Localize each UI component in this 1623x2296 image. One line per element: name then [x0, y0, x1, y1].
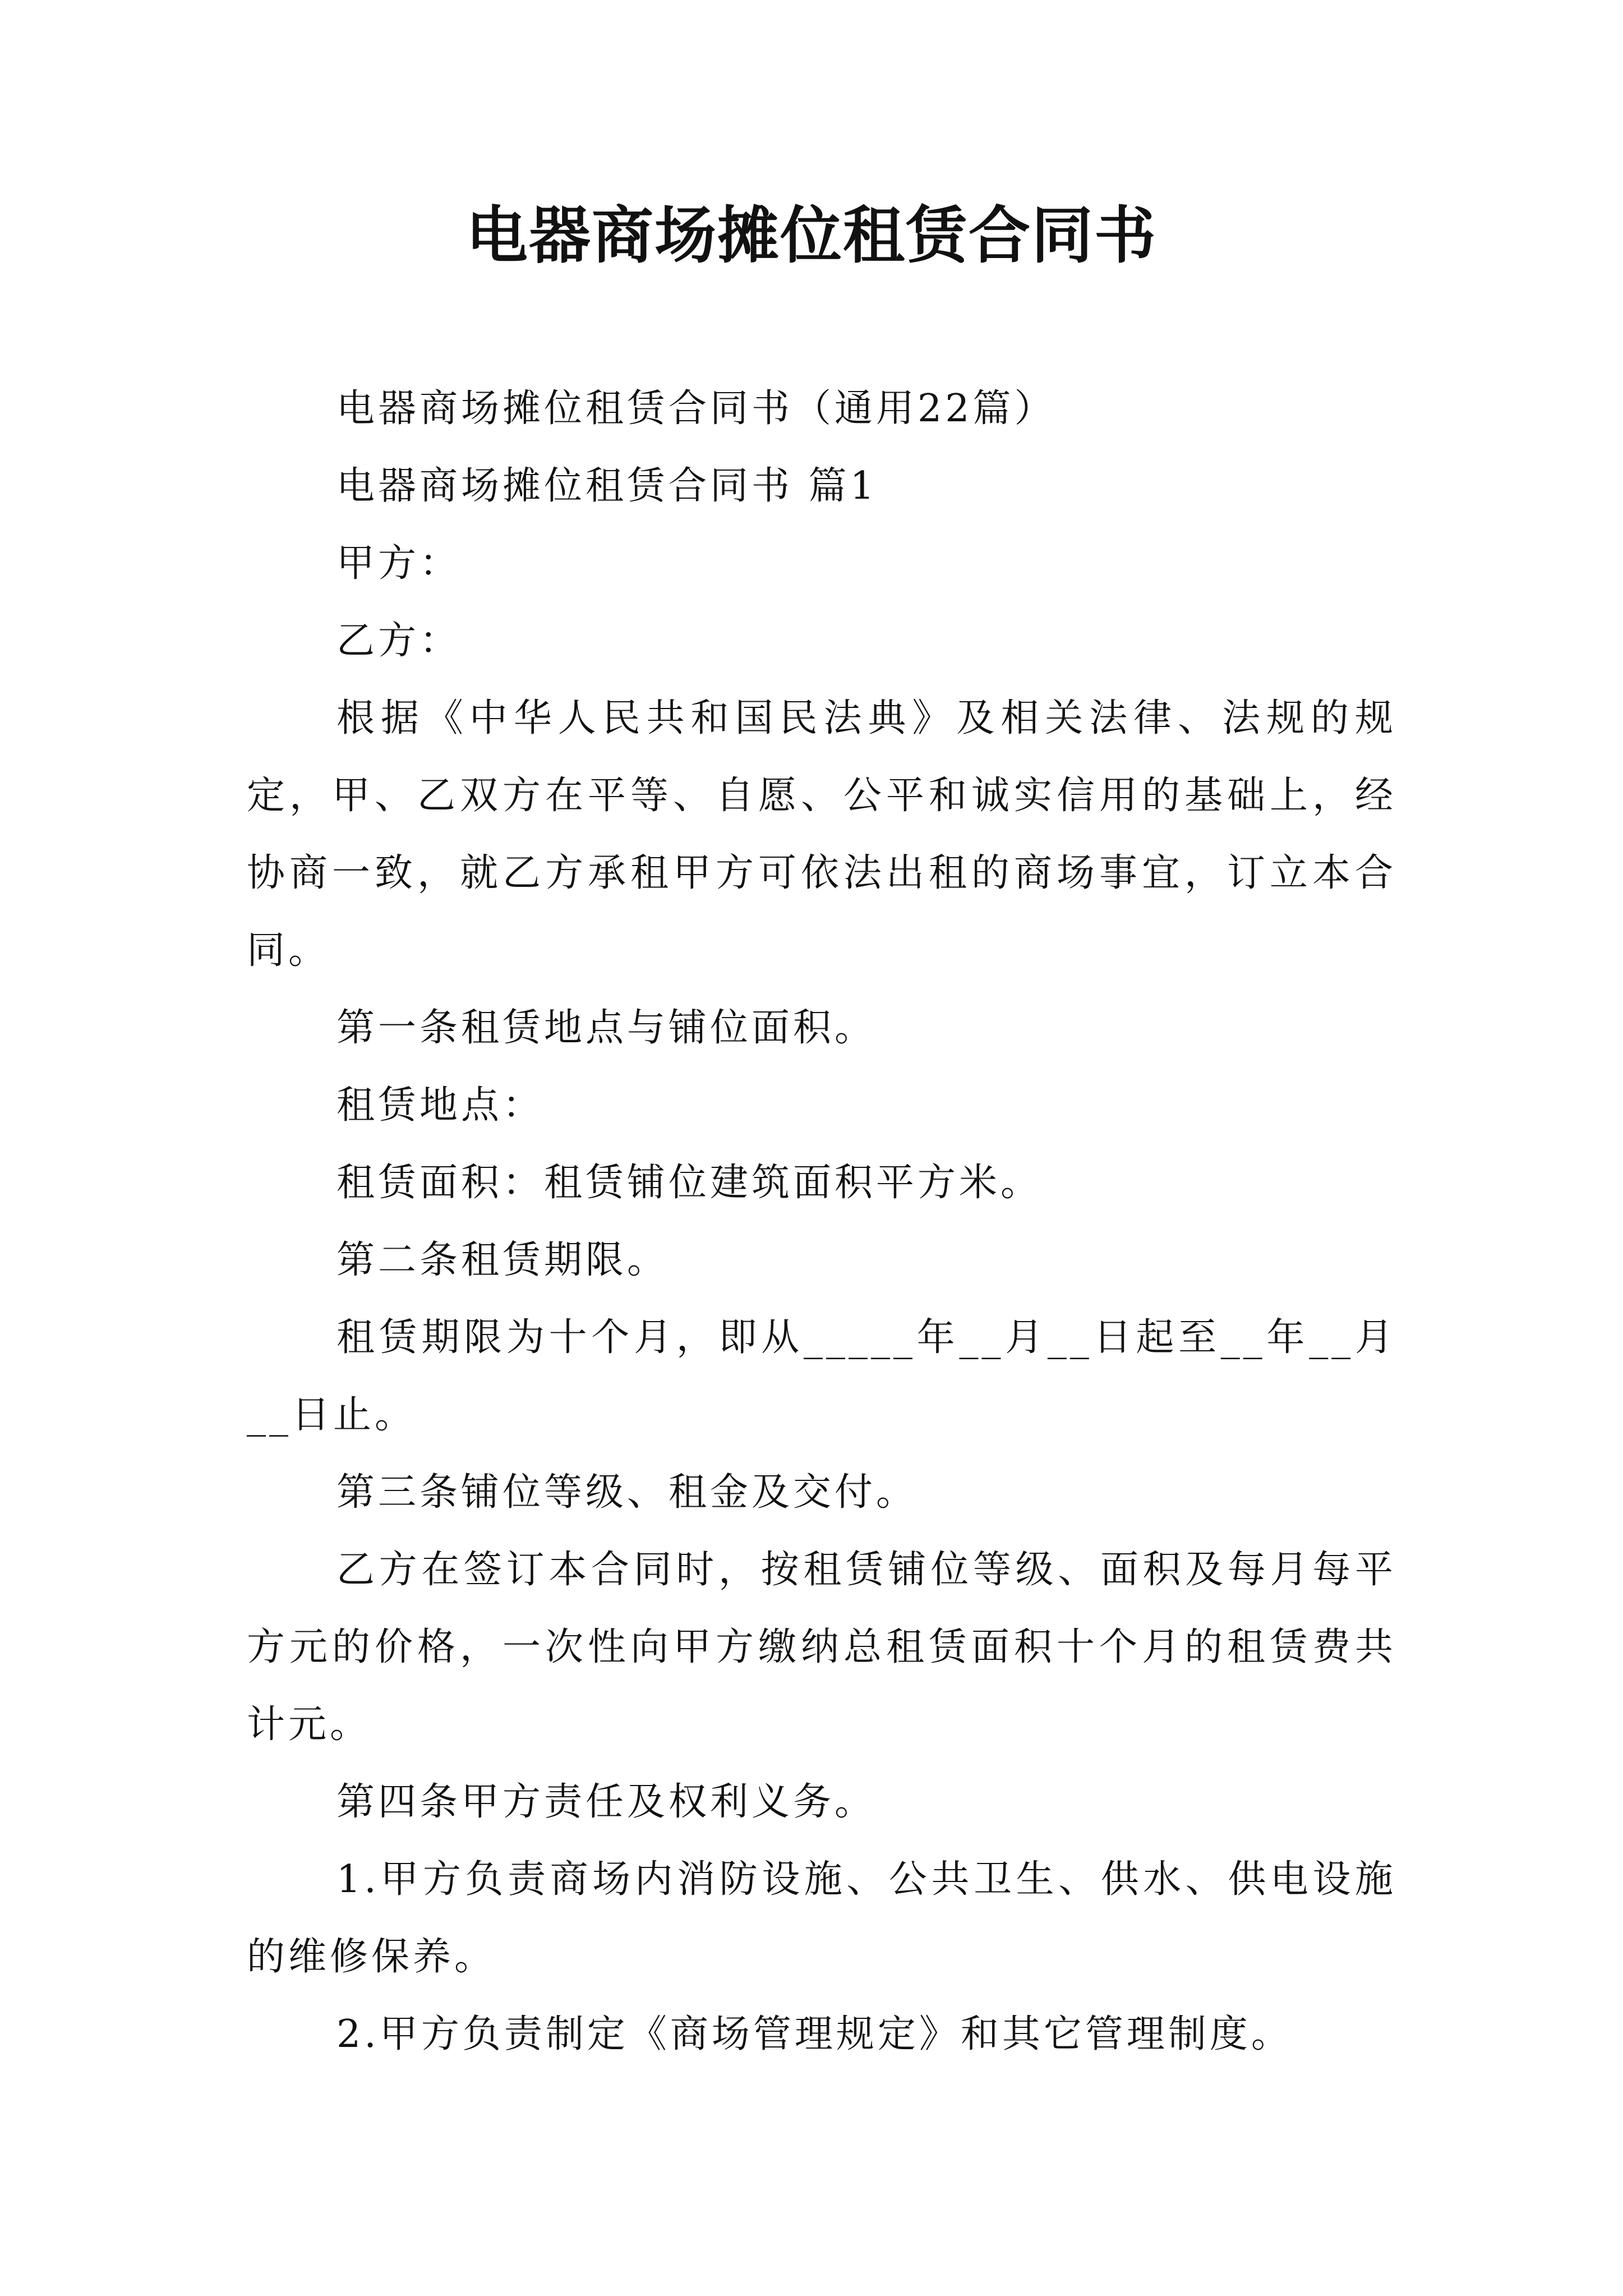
paragraph-preamble: 根据《中华人民共和国民法典》及相关法律、法规的规定，甲、乙双方在平等、自愿、公平和诚实信用的基础上，经协商一致，就乙方承租甲方可依法出租的商场事宜，订立本合同。 [247, 696, 1396, 973]
paragraph-section-heading: 电器商场摊位租赁合同书 篇1 [336, 464, 878, 508]
document-body [247, 370, 1396, 2073]
paragraph-article-4: 第四条甲方责任及权利义务。 [336, 1780, 877, 1824]
paragraph-duty-2: 2.甲方负责制定《商场管理规定》和其它管理制度。 [336, 2012, 1293, 2056]
paragraph-article-3: 第三条铺位等级、租金及交付。 [336, 1470, 918, 1515]
paragraph-party-a: 甲方： [336, 541, 462, 586]
paragraph-duty-1: 1.甲方负责商场内消防设施、公共卫生、供水、供电设施的维修保养。 [247, 1857, 1396, 1979]
paragraph-rent: 乙方在签订本合同时，按租赁铺位等级、面积及每月每平方元的价格，一次性向甲方缴纳总租赁面积十个月的租赁费共计元。 [247, 1548, 1396, 1747]
paragraph-article-1: 第一条租赁地点与铺位面积。 [336, 1006, 877, 1050]
paragraph-party-b: 乙方： [336, 619, 462, 663]
document-title: 电器商场摊位租赁合同书 [466, 199, 1157, 272]
paragraph-area: 租赁面积：租赁铺位建筑面积平方米。 [336, 1161, 1043, 1205]
paragraph-article-2: 第二条租赁期限。 [336, 1238, 669, 1282]
paragraph-term: 租赁期限为十个月，即从_____年__月__日起至__年__月__日止。 [247, 1315, 1396, 1437]
paragraph-subtitle: 电器商场摊位租赁合同书（通用22篇） [336, 386, 1056, 431]
paragraph-location: 租赁地点： [336, 1083, 545, 1128]
